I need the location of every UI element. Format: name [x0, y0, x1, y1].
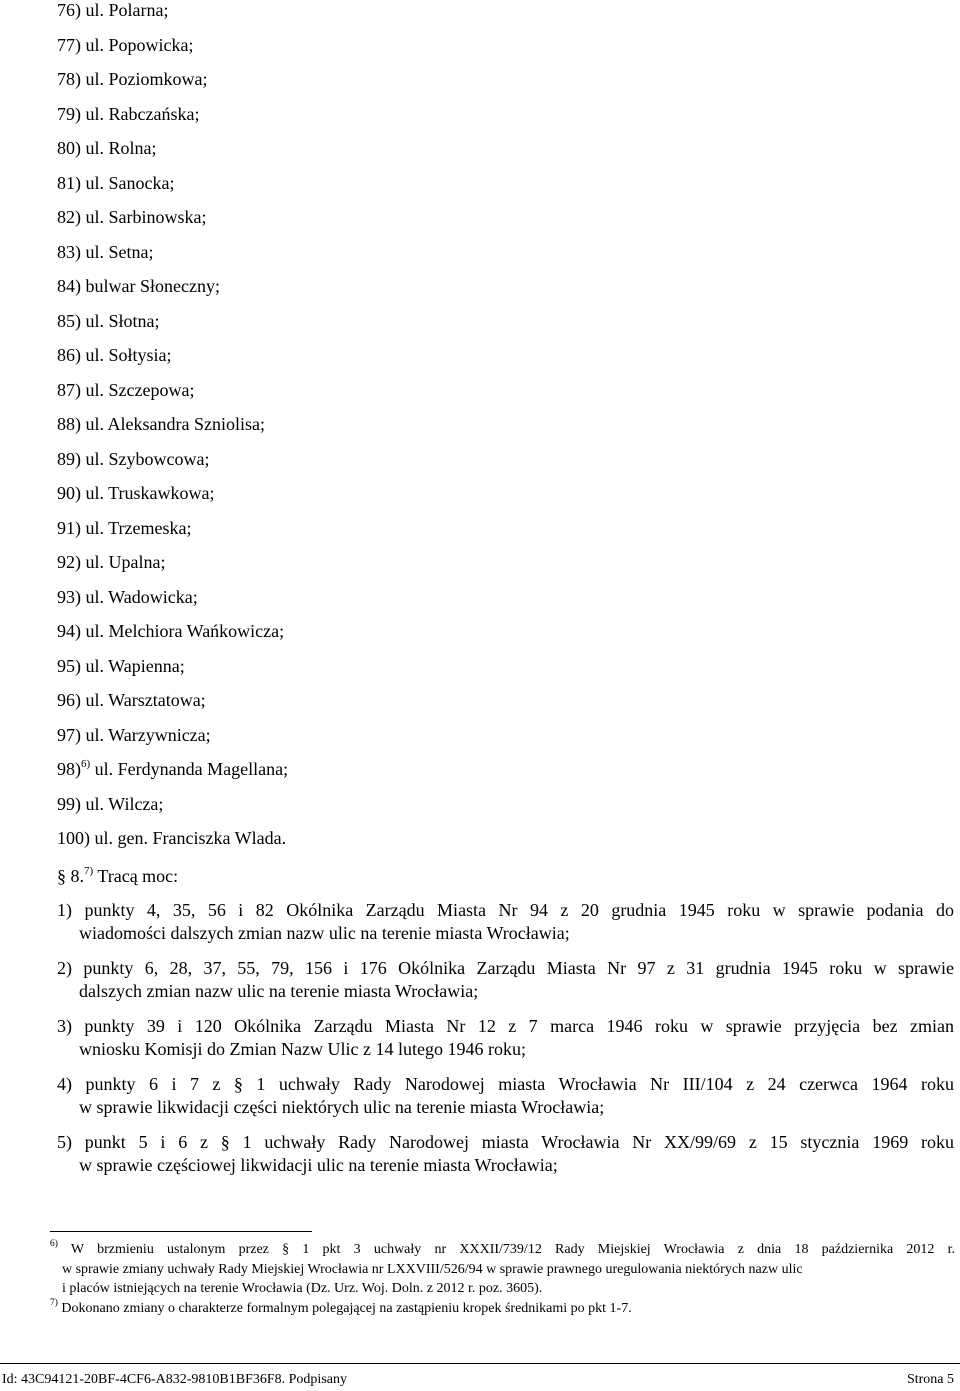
list-item: 87) ul. Szczepowa;: [57, 379, 195, 400]
list-item: 91) ul. Trzemeska;: [57, 517, 192, 538]
street-list: [57, 0, 288, 862]
list-item: 83) ul. Setna;: [57, 241, 154, 262]
list-item: 3) punkty 39 i 120 Okólnika Zarządu Miasta Nr 12 z 7 marca 1946 roku w sprawie przyjęcia bez zmian wniosku Komisji do Zmian Nazw Ulic z 14 lutego 1946 roku;: [57, 1016, 954, 1059]
footnotes: [50, 1240, 955, 1318]
list-item: 86) ul. Sołtysia;: [57, 345, 172, 365]
footnote-mark: 6): [50, 1239, 58, 1250]
footnote-separator: [50, 1231, 312, 1232]
list-item: 76) ul. Polarna;: [57, 0, 169, 20]
document-id: Id: 43C94121-20BF-4CF6-A832-9810B1BF36F8. Podpisany: [2, 1372, 347, 1387]
list-item: 78) ul. Poziomkowa;: [57, 69, 208, 89]
list-item: 82) ul. Sarbinowska;: [57, 207, 207, 227]
list-item: 98)$^{6)}$ ul. Ferdynanda Magellana;: [57, 758, 289, 779]
section-number: 8.: [70, 866, 84, 886]
list-item: 77) ul. Popowicka;: [57, 34, 194, 55]
footer-divider: [0, 1363, 960, 1364]
footnote-6: $^{6)}$ W brzmieniu ustalonym przez § 1 pkt 3 uchwały nr XXXII/739/12 Rady Miejskiej Wrocławia z dnia 18 października 2012 r. w sprawie zmiany uchwały Rady Miejskiej Wrocławia nr LXXVIII/526/94 w sprawie prawnego uregulowania niektórych nazw ulic i placów istniejących na terenie Wrocławia (Dz. Urz. Woj. Doln. z 2012 r. poz. 3605).: [50, 1240, 955, 1299]
list-item: 79) ul. Rabczańska;: [57, 103, 200, 124]
list-item: 85) ul. Słotna;: [57, 310, 160, 331]
footnote-7: $^{7)}$ Dokonano zmiany o charakterze formalnym polegającej na zastąpieniu kropek średnikami po pkt 1-7.: [50, 1297, 632, 1316]
list-item: 93) ul. Wadowicka;: [57, 586, 198, 607]
footnote-ref: 7): [84, 865, 94, 877]
list-item: 84) bulwar Słoneczny;: [57, 276, 220, 296]
list-item: 81) ul. Sanocka;: [57, 172, 175, 193]
list-item: 5) punkt 5 i 6 z § 1 uchwały Rady Narodowej miasta Wrocławia Nr XX/99/69 z 15 stycznia 1969 roku w sprawie częściowej likwidacji ulic na terenie miasta Wrocławia;: [57, 1132, 954, 1175]
list-item: 80) ul. Rolna;: [57, 138, 157, 158]
repealed-points-list: [57, 899, 954, 1189]
footnote-line: i placów istniejących na terenie Wrocławia (Dz. Urz. Woj. Doln. z 2012 r. poz. 3605).: [62, 1281, 543, 1296]
list-item: 97) ul. Warzywnicza;: [57, 724, 211, 745]
footnote-line: w sprawie zmiany uchwały Rady Miejskiej Wrocławia nr LXXVIII/526/94 w sprawie prawnego uregulowania niektórych nazw ulic: [62, 1261, 803, 1277]
list-item: 88) ul. Aleksandra Szniolisa;: [57, 414, 265, 434]
list-item: 100) ul. gen. Franciszka Wlada.: [57, 828, 287, 848]
list-item: 95) ul. Wapienna;: [57, 655, 185, 676]
list-item: 2) punkty 6, 28, 37, 55, 79, 156 i 176 Okólnika Zarządu Miasta Nr 97 z 31 grudnia 1945 roku w sprawie dalszych zmian nazw ulic na terenie miasta Wrocławia;: [57, 958, 954, 1001]
list-item: 92) ul. Upalna;: [57, 552, 166, 572]
section-heading: [57, 865, 178, 887]
list-item: 89) ul. Szybowcowa;: [57, 448, 210, 469]
list-item: 90) ul. Truskawkowa;: [57, 483, 215, 503]
footnote-mark: 7): [50, 1297, 58, 1308]
page-number: Strona 5: [906, 1372, 954, 1387]
list-item: 94) ul. Melchiora Wańkowicza;: [57, 621, 285, 641]
footnote-ref: 6): [81, 758, 91, 770]
list-item: 1) punkty 4, 35, 56 i 82 Okólnika Zarządu Miasta Nr 94 z 20 grudnia 1945 roku w sprawie podania do wiadomości dalszych zmian nazw ulic na terenie miasta Wrocławia;: [57, 900, 954, 943]
list-item: 96) ul. Warsztatowa;: [57, 690, 206, 710]
section-symbol: §: [57, 866, 66, 886]
section-text: Tracą moc:: [97, 866, 179, 886]
list-item: 99) ul. Wilcza;: [57, 793, 164, 814]
list-item: 4) punkty 6 i 7 z § 1 uchwały Rady Narodowej miasta Wrocławia Nr III/104 z 24 czerwca 1964 roku w sprawie likwidacji części niektórych ulic na terenie miasta Wrocławia;: [57, 1074, 954, 1117]
